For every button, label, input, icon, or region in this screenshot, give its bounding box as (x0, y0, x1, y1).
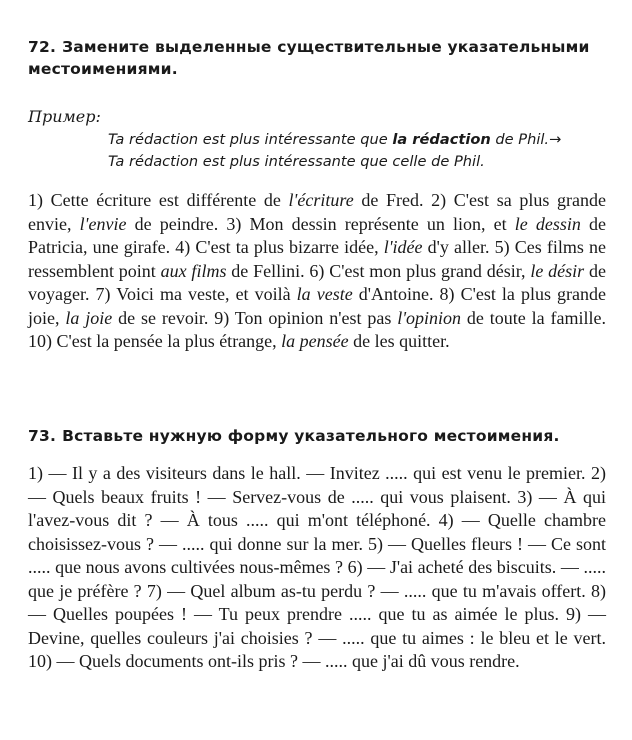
highlighted-noun: aux films (160, 260, 227, 281)
exercise-72-title-line1: Замените выделенные существительные указательными (62, 38, 590, 56)
sentence-fragment: de toute la famille. 10) C'est la pensée la plus étrange, (28, 307, 606, 351)
highlighted-noun: l'envie (79, 213, 127, 234)
exercise-72-title-line2: местоимениями. (28, 60, 178, 78)
sentence-fragment: de Fred. 2) C'est sa plus grande envie, (28, 190, 606, 234)
highlighted-noun: la joie (65, 307, 113, 328)
highlighted-noun: la veste (296, 284, 353, 304)
example-sentence-2: Ta rédaction est plus intéressante que celle de Phil. (108, 153, 485, 170)
example-sentence-1 (108, 129, 618, 151)
highlighted-noun: le dessin (514, 213, 581, 234)
highlighted-noun: la pensée (281, 331, 349, 351)
highlighted-noun: l'écriture (288, 190, 354, 210)
exercise-73-heading (28, 425, 618, 447)
exercise-72-text (28, 189, 606, 354)
sentence-fragment: 1) Cette écriture est différente de (28, 190, 289, 210)
exercise-73-number: 73. (28, 427, 57, 445)
sentence-fragment: d'Antoine. 8) C'est la plus grande joie, (28, 284, 606, 328)
exercise-73-text: 1) — Il y a des visiteurs dans le hall. — Invitez ..... qui est venu le premier. 2) — Quels beaux fruits ! — Servez-vous de ..... qui vous plaisent. 3) — À qui l'avez-vous dit ? — À tous ..... qui m'ont téléphoné. 4) — Quelle chambre choisissez-vous ? — ..... qui donne sur la mer. 5) — Quelles fleurs ! — Ce sont ..... que nous avons cultivées nous-mêmes ? 6) — J'ai acheté des biscuits. — ..... que je préfère ? 7) — Quel album as-tu perdu ? — ..... que tu m'avais offert. 8) — Quelles poupées ! — Tu peux prendre ..... que tu as aimée le plus. 9) — Devine, quelles couleurs j'ai choisies ? — ..... que tu aimes : le bleu et le vert. 10) — Quels documents ont-ils pris ? — ..... que j'ai dû vous rendre. (28, 463, 606, 671)
example-1-bold: la rédaction (392, 131, 491, 148)
highlighted-noun: le désir (530, 260, 585, 281)
example-1-before: Ta rédaction est plus intéressante que (108, 131, 393, 148)
exercise-72-heading (28, 36, 618, 80)
exercise-73-title: Вставьте нужную форму указательного местоимения. (62, 427, 560, 445)
example-label: Пример: (28, 107, 101, 126)
sentence-fragment: de se revoir. 9) Ton opinion n'est pas (112, 307, 398, 328)
sentence-fragment: de les quitter. (348, 331, 450, 351)
sentence-fragment: d'y aller. 5) Ces films ne ressemblent point (28, 237, 606, 281)
example-1-after: de Phil.→ (490, 131, 562, 148)
highlighted-noun: l'idée (383, 237, 423, 257)
highlighted-noun: l'opinion (397, 307, 462, 328)
sentence-fragment: de Fellini. 6) C'est mon plus grand désir, (226, 260, 531, 281)
exercise-72-number: 72. (28, 38, 57, 56)
sentence-fragment: de peindre. 3) Mon dessin représente un lion, et (126, 213, 515, 234)
sentence-fragment: de voyager. 7) Voici ma veste, et voilà (28, 260, 606, 304)
sentence-fragment: de Patricia, une girafe. 4) C'est ta plus bizarre idée, (28, 213, 607, 257)
